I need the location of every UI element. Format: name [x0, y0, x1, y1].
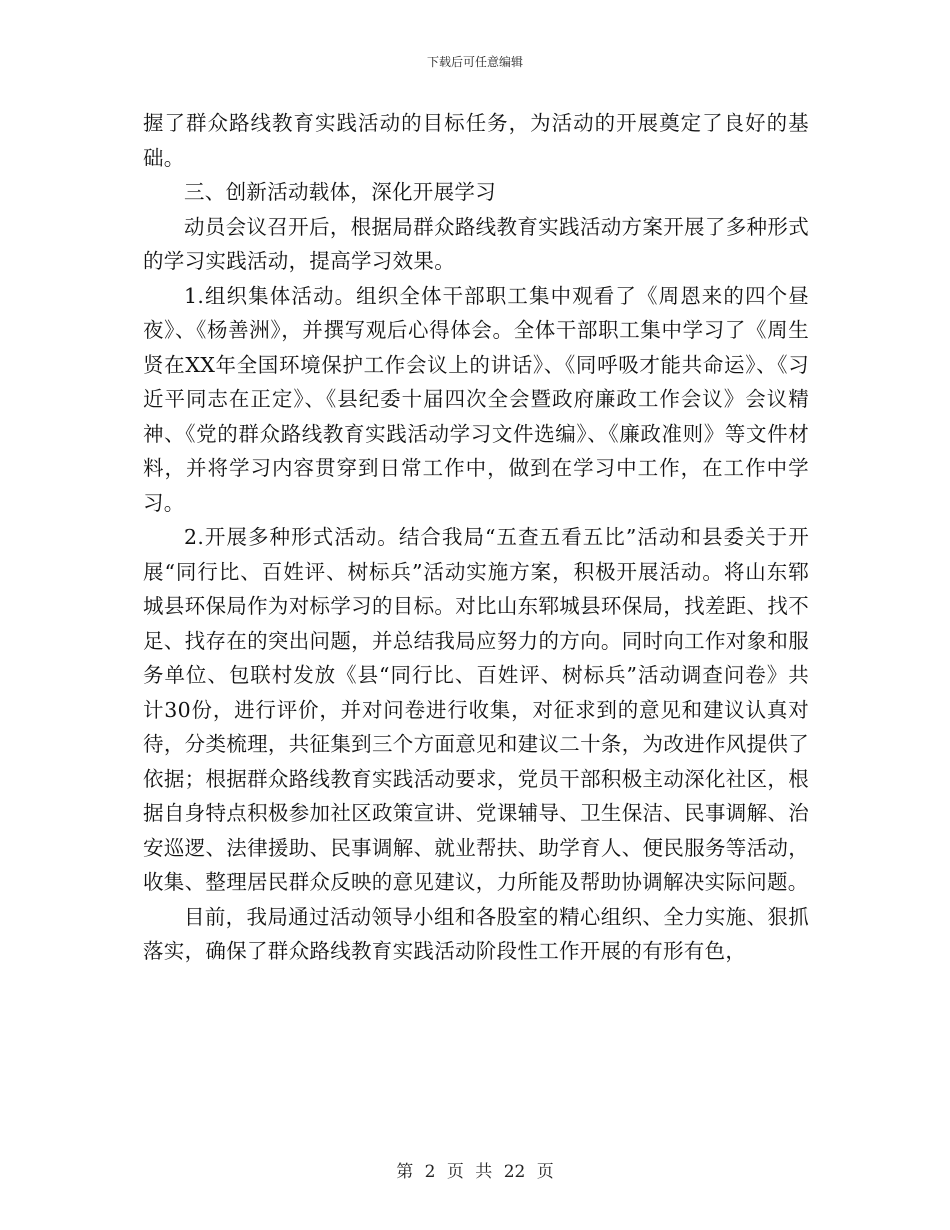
paragraph-item-2: 2.开展多种形式活动。结合我局“五查五看五比”活动和县委关于开展“同行比、百姓评、树标兵”活动实施方案，积极开展活动。将山东郓城县环保局作为对标学习的目标。对比山东郓城县环保局，找差距、找不足、找存在的突出问题，并总结我局应努力的方向。同时向工作对象和服务单位、包联村发放《县“同行比、百姓评、树标兵”活动调查问卷》共计30份，进行评价，并对问卷进行收集，对征求到的意见和建议认真对待，分类梳理，共征集到三个方面意见和建议二十条，为改进作风提供了依据；根据群众路线教育实践活动要求，党员干部积极主动深化社区，根据自身特点积极参加社区政策宣讲、党课辅导、卫生保洁、民事调解、治安巡逻、法律援助、民事调解、就业帮扶、助学育人、便民服务等活动，收集、整理居民群众反映的意见建议，力所能及帮助协调解决实际问题。 [143, 525, 809, 894]
document-body [143, 106, 809, 969]
header-note: 下载后可任意编辑 [426, 55, 523, 69]
paragraph-summary: 目前，我局通过活动领导小组和各股室的精心组织、全力实施、狠抓落实，确保了群众路线教育实践活动阶段性工作开展的有形有色， [143, 904, 809, 963]
page-number-footer: 第 2 页 共 22 页 [396, 1162, 554, 1182]
paragraph-continuation: 握了群众路线教育实践活动的目标任务，为活动的开展奠定了良好的基础。 [143, 111, 809, 170]
paragraph-item-1: 1.组织集体活动。组织全体干部职工集中观看了《周恩来的四个昼夜》、《杨善洲》，并撰写观后心得体会。全体干部职工集中学习了《周生贤在XX年全国环境保护工作会议上的讲话》、《同呼吸才能共命运》、《习近平同志在正定》、《县纪委十届四次全会暨政府廉政工作会议》会议精神、《党的群众路线教育实践活动学习文件选编》、《廉政准则》等文件材料，并将学习内容贯穿到日常工作中，做到在学习中工作，在工作中学习。 [143, 283, 809, 515]
paragraph-intro: 动员会议召开后，根据局群众路线教育实践活动方案开展了多种形式的学习实践活动，提高学习效果。 [143, 214, 809, 273]
section-heading: 三、创新活动载体，深化开展学习 [184, 180, 496, 204]
